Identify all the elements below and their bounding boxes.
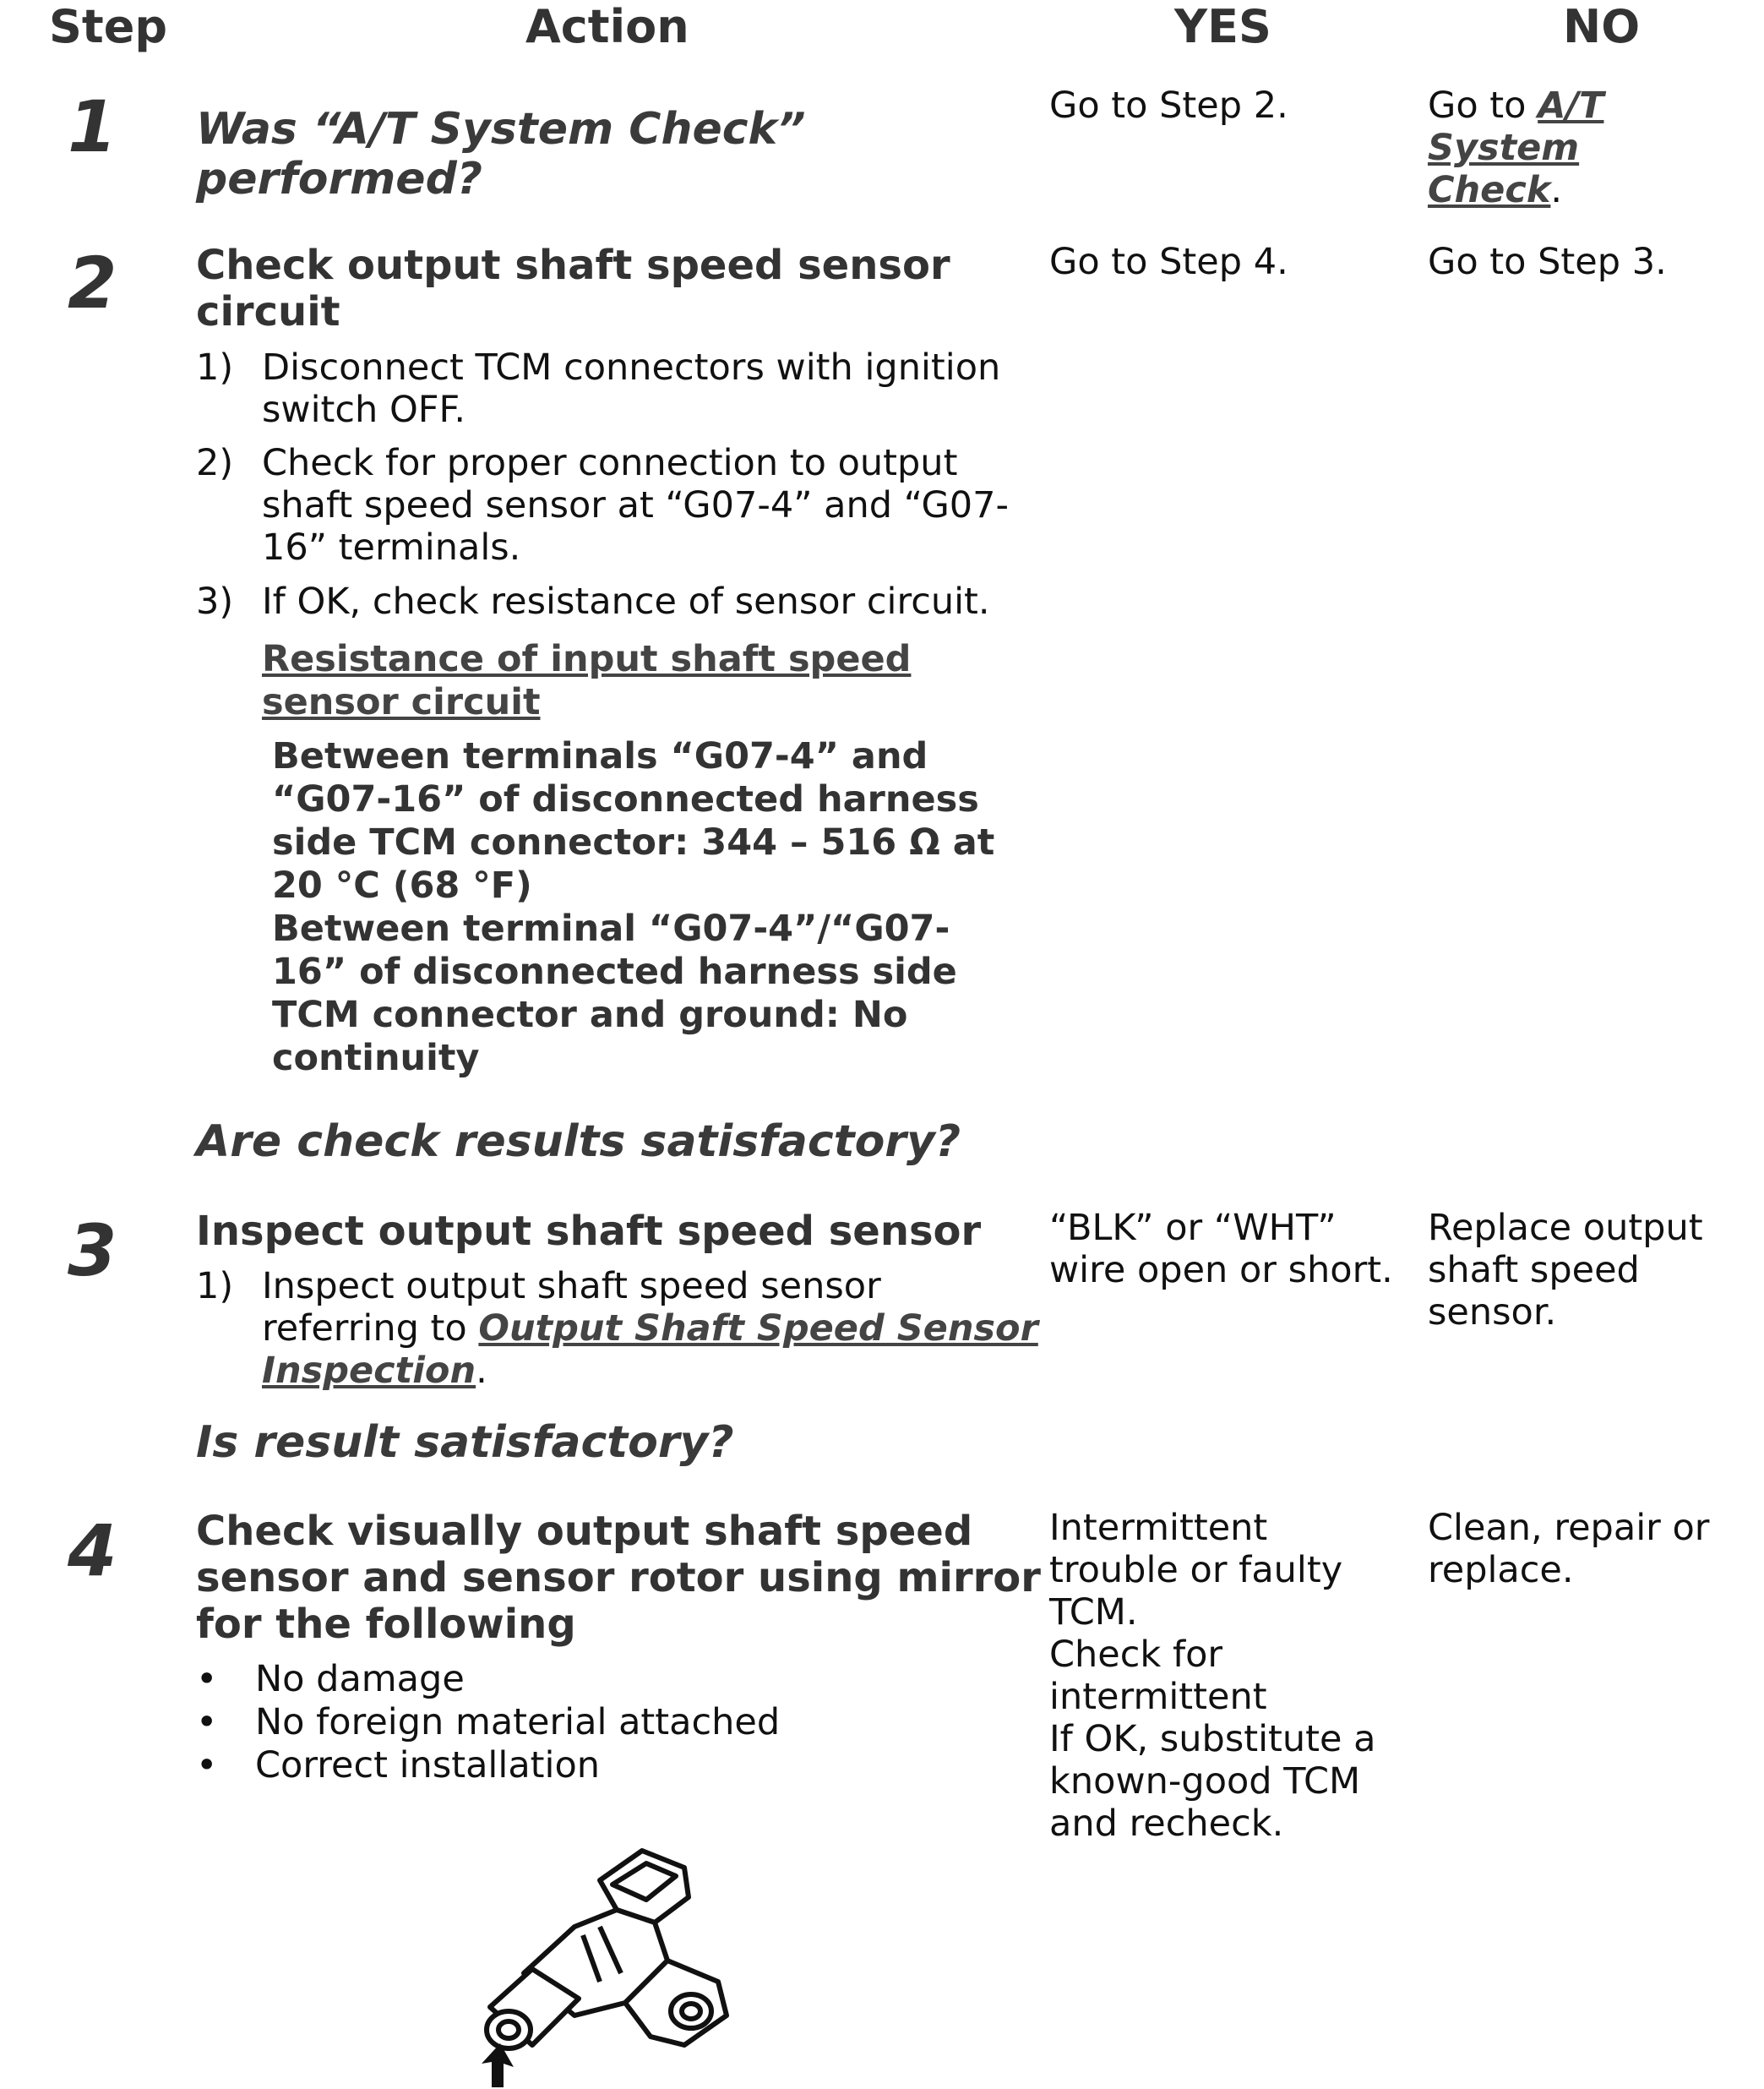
spec-line: side TCM connector: 344 – 516 Ω at [272,821,995,864]
step-3-yes: “BLK” or “WHT” wire open or short. [1049,1207,1393,1291]
step-4-title-line1: Check visually output shaft speed [196,1508,973,1555]
step-1-yes: Go to Step 2. [1049,85,1288,127]
spec-line: continuity [272,1037,480,1079]
step-1-question-line1: Was “A/T System Check” [196,104,806,155]
spec-line: 16” of disconnected harness side [272,951,957,993]
at-system-check-link-cont[interactable]: Check [1428,169,1551,211]
spec-line: “G07-16” of disconnected harness [272,778,979,821]
header-yes: YES [1174,0,1271,53]
header-step: Step [49,0,167,53]
step-2-number: 2 [68,242,117,325]
spec-line: Between terminals “G07-4” and [272,735,928,777]
spec-line: 20 °C (68 °F) [272,865,532,907]
step-4-title-line2: sensor and sensor rotor using mirror [196,1554,1041,1601]
spec-heading-line2: sensor circuit [262,681,541,723]
at-system-check-link[interactable]: A/T System [1428,85,1604,169]
step-1-number: 1 [68,85,117,168]
step-3-number: 3 [68,1209,117,1292]
step-1-no: Go to A/T System Check. [1428,85,1604,211]
output-shaft-speed-sensor-illustration [473,1834,743,2087]
output-shaft-speed-sensor-inspection-link[interactable]: Output Shaft Speed Sensor [478,1307,1038,1350]
step-2-question: Are check results satisfactory? [196,1116,961,1167]
step-4-title-line3: for the following [196,1601,576,1648]
step-4-no: Clean, repair or replace. [1428,1507,1710,1591]
output-shaft-speed-sensor-inspection-link-cont[interactable]: Inspection [262,1350,476,1392]
step-4-yes: Intermittent trouble or faulty TCM. Check for intermittent If OK, substitute a known-good TCM and recheck. [1049,1507,1376,1845]
step-2-yes: Go to Step 4. [1049,241,1288,283]
step-2-no: Go to Step 3. [1428,241,1667,283]
step-4-number: 4 [68,1509,117,1592]
header-action: Action [525,0,689,53]
step-2-title-line1: Check output shaft speed sensor [196,242,950,289]
step-2-title-line2: circuit [196,288,340,335]
header-no: NO [1563,0,1641,53]
spec-line: TCM connector and ground: No [272,994,908,1036]
step-3-no: Replace output shaft speed sensor. [1428,1207,1703,1334]
spec-line: Between terminal “G07-4”/“G07- [272,908,950,950]
step-3-title: Inspect output shaft speed sensor [196,1208,982,1255]
step-1-question-line2: performed? [196,154,482,205]
step-3-question: Is result satisfactory? [196,1417,734,1468]
spec-heading-line1: Resistance of input shaft speed [262,638,912,680]
